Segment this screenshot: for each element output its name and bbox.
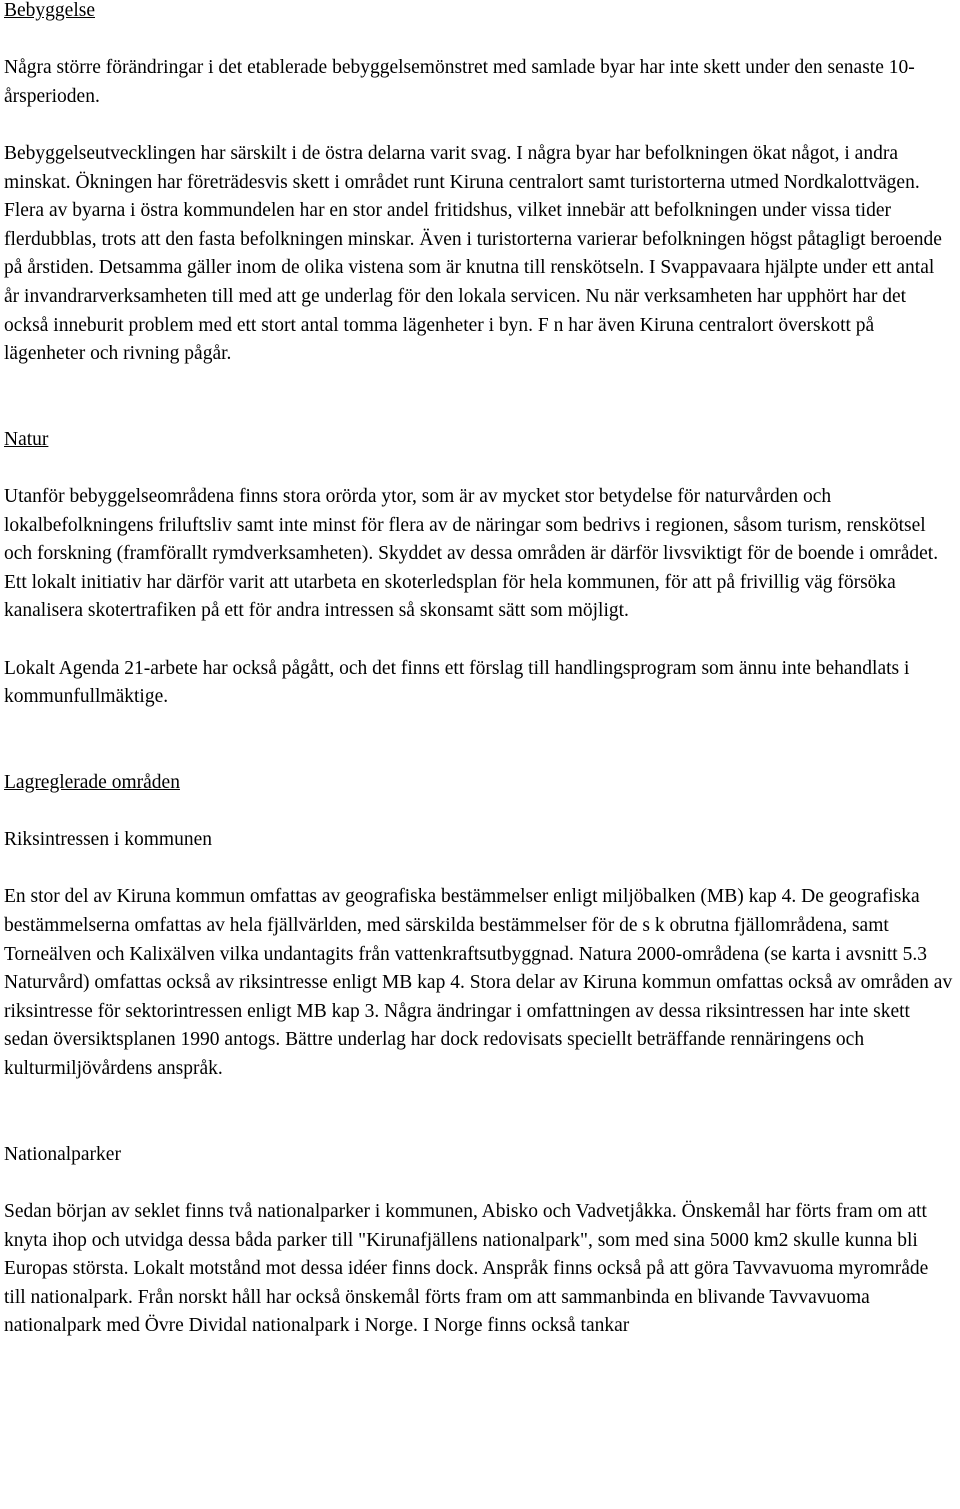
paragraph	[4, 140, 954, 369]
paragraph	[4, 1198, 954, 1341]
text-run: Även i turistorterna varierar befolkningen högst påtagligt beroende på årstiden. Detsamma gäller inom de olika vistena som är knutna till renskötseln.	[4, 228, 942, 279]
text-run: Ökningen har företrädesvis skett i området runt Kiruna centralort samt turistorterna utmed Nordkalottvägen.	[70, 171, 920, 193]
text-run: Flera av byarna i östra kommundelen har en stor andel fritidshus, vilket innebär att befolkningen under vissa tider flerdubblas, trots att den fasta befolkningen minskar.	[4, 200, 892, 250]
text-run: Nu när verksamheten har upphört har det också inneburit problem med ett stort antal tomma lägenheter i byn. F n har även Kiruna centralort överskott på lägenheter och rivning pågår.	[4, 285, 907, 365]
section-heading: Bebyggelse	[4, 0, 95, 21]
subheading: Riksintressen i kommunen	[4, 829, 212, 851]
section-lagreglerade	[4, 769, 954, 1084]
text-run: Skyddet av dessa områden är därför livsviktigt för de boende i området. Ett lokalt initiativ har därför varit att utarbeta en skoterledsplan för hela kommunen, för att på frivillig väg försöka kanalisera skotertrafiken på ett för andra intressen så skonsamt sätt som möjligt.	[4, 543, 939, 622]
paragraph	[4, 483, 954, 626]
document-page	[4, 0, 954, 1341]
section-heading: Natur	[4, 428, 49, 450]
paragraph: Lokalt Agenda 21-arbete har också pågått, och det finns ett förslag till handlingsprogram som ännu inte behandlats i kommunfullmäktige.	[4, 657, 910, 708]
text-run: En stor del av Kiruna kommun omfattas av geografiska bestämmelser enligt miljöbalken (MB) kap 4.	[4, 886, 797, 908]
text-run: Bebyggelseutvecklingen har särskilt i de östra delarna varit svag. I några byar har befolkningen ökat något, i andra minskat.	[4, 142, 898, 193]
paragraph: Några större förändringar i det etablerade bebyggelsemönstret med samlade byar har inte skett under den senaste 10-årsperioden.	[4, 57, 915, 107]
text-run: Önskemål har förts fram om att knyta ihop och utvidga dessa båda parker till "Kirunafjällens nationalpark", som med sina 5000 km2 skulle kunna bli Europas största. Lokalt motstånd mot dessa idéer finns dock. Anspråk finns också på att göra Tavvavuoma myrområde till nationalpark. Från norskt håll har också önskemål förts fram om att sammanbinda en blivande Tavvavuoma nationalpark med Övre Dividal nationalpark i Norge. I Norge finns också tankar	[4, 1200, 929, 1337]
section-bebyggelse	[4, 0, 954, 369]
section-natur	[4, 426, 954, 712]
paragraph	[4, 883, 954, 1083]
text-run: I Svappavaara hjälpte under ett antal år invandrarverksamheten till med att ge underlag för den lokala servicen.	[4, 257, 935, 307]
section-nationalparker	[4, 1141, 954, 1341]
text-run: De geografiska bestämmelserna omfattas av hela fjällvärlden, med särskilda bestämmelser för de s k obrutna fjällområdena, samt Torneälven och Kalixälven vilka undantagits från vattenkraftsutbyggnad. Natura 2000-områdena (se karta i avsnitt 5.3 Naturvård) omfattas också av riksintresse enligt MB kap 4. Stora delar av Kiruna kommun omfattas också av områden av riksintresse för sektorintressen enligt MB kap 3. Några ändringar i omfattningen av dessa riksintressen har inte skett sedan översiktsplanen 1990 antogs. Bättre underlag har dock redovisats speciellt beträffande rennäringens och kulturmiljövårdens anspråk.	[4, 886, 953, 1079]
subheading: Nationalparker	[4, 1143, 121, 1165]
section-heading: Lagreglerade områden	[4, 772, 180, 794]
text-run: Utanför bebyggelseområdena finns stora orörda ytor, som är av mycket stor betydelse för naturvården och lokalbefolkningens friluftsliv samt inte minst för flera av de näringar som bedrivs i regionen, såsom turism, renskötsel och forskning (framförallt rymdverksamheten).	[4, 486, 926, 565]
text-run: Sedan början av seklet finns två nationalparker i kommunen, Abisko och Vadvetjåkka.	[4, 1200, 677, 1222]
